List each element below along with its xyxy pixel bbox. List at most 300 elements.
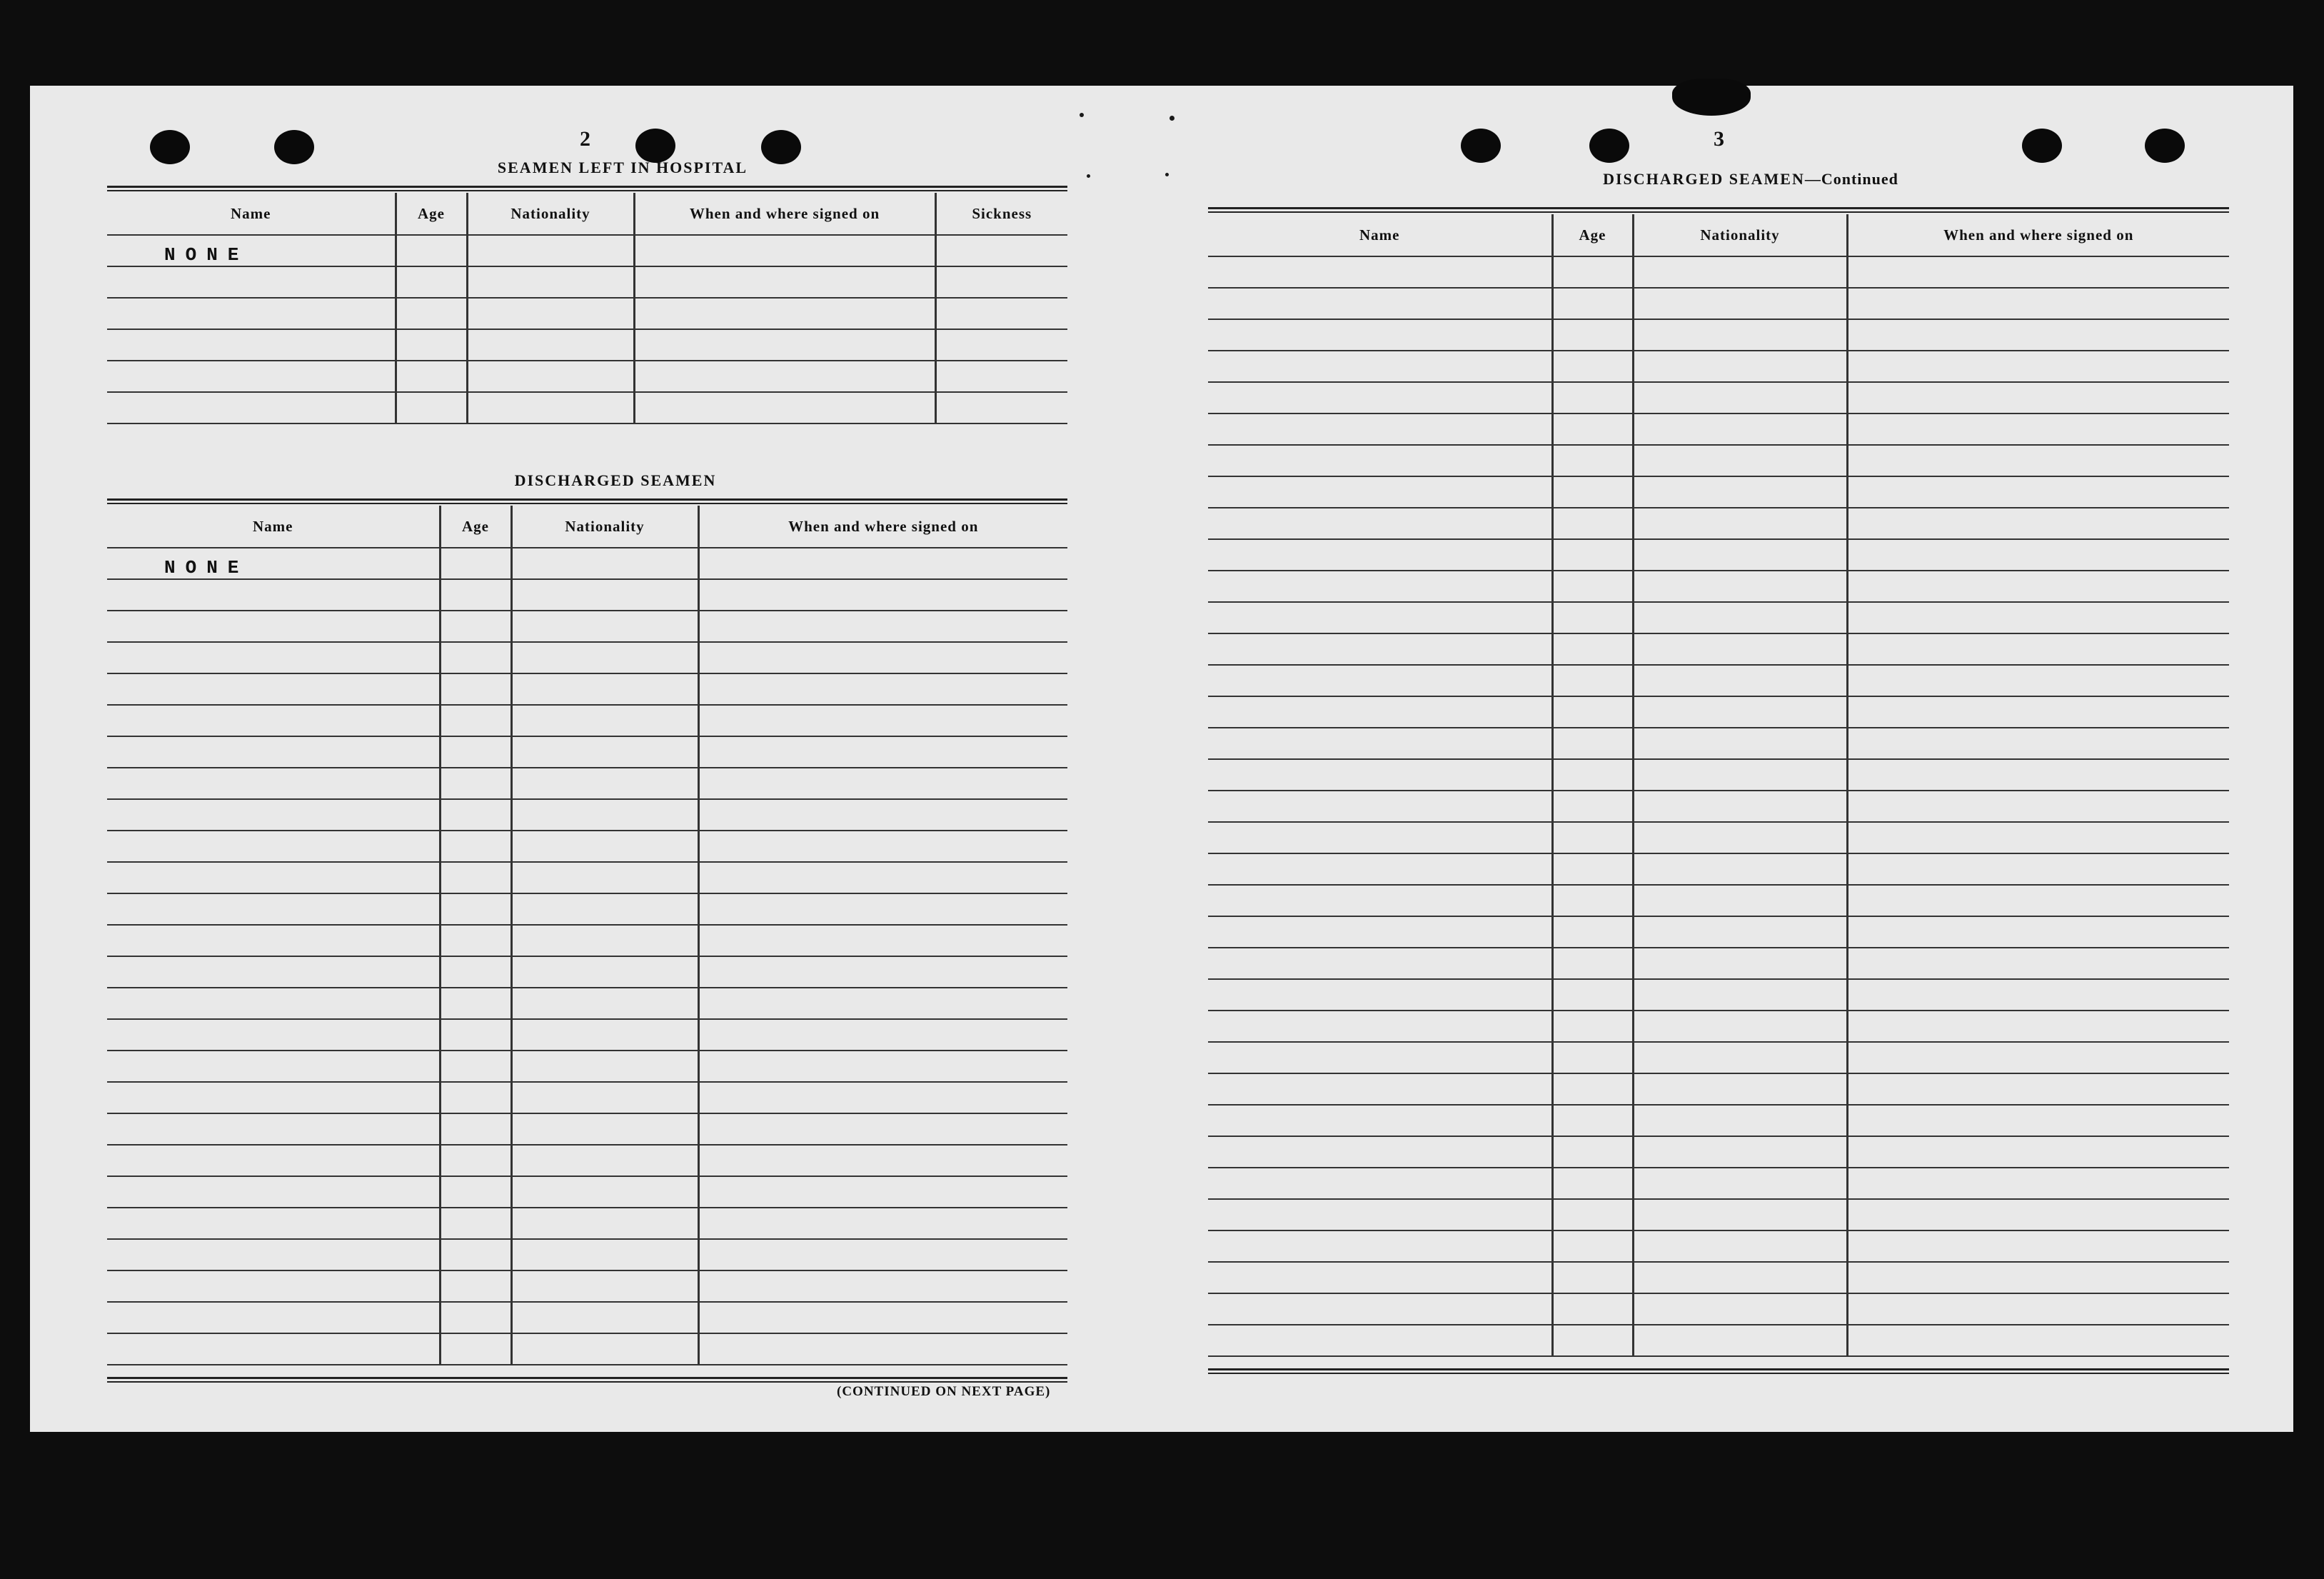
age-cell (396, 329, 467, 361)
name-cell (107, 862, 440, 893)
ink-speck (1087, 174, 1090, 178)
nationality-cell (511, 862, 698, 893)
age-cell (440, 1082, 511, 1113)
discharged-header-row (107, 506, 1067, 548)
ink-speck (1169, 116, 1174, 121)
table-row (107, 893, 1067, 925)
name-cell (107, 1333, 440, 1365)
nationality-cell (1633, 1325, 1847, 1356)
name-cell (107, 579, 440, 611)
signed-on-cell (1847, 696, 2229, 728)
name-cell (1208, 916, 1552, 948)
age-cell (1552, 1325, 1633, 1356)
hospital-section-rule (107, 186, 1067, 191)
table-row (1208, 476, 2229, 508)
name-cell (1208, 288, 1552, 319)
hospital-header-row (107, 193, 1067, 235)
table-row (1208, 916, 2229, 948)
nationality-cell (1633, 1136, 1847, 1168)
table-row (107, 1239, 1067, 1270)
nationality-cell (511, 548, 698, 579)
table-row (107, 673, 1067, 705)
age-cell (1552, 633, 1633, 665)
nationality-cell (1633, 1011, 1847, 1042)
signed-on-cell (1847, 979, 2229, 1011)
table-row (107, 1208, 1067, 1239)
table-row (107, 611, 1067, 642)
nationality-cell (1633, 1105, 1847, 1136)
nationality-cell (511, 642, 698, 673)
table-row (107, 361, 1067, 392)
ink-speck (1165, 173, 1169, 176)
hospital-section-title: SEAMEN LEFT IN HOSPITAL (497, 159, 748, 176)
signed-on-cell (1847, 1011, 2229, 1042)
discharged-section-title: DISCHARGED SEAMEN (514, 471, 717, 489)
hospital-table (107, 193, 1067, 424)
nationality-cell (467, 266, 634, 298)
age-cell (1552, 1011, 1633, 1042)
table-row (1208, 319, 2229, 351)
nationality-cell (511, 1113, 698, 1145)
nationality-cell (1633, 413, 1847, 445)
name-cell (1208, 822, 1552, 853)
nationality-cell (1633, 288, 1847, 319)
table-row (1208, 822, 2229, 853)
signed-on-cell (1847, 539, 2229, 571)
name-cell (1208, 1011, 1552, 1042)
table-row (1208, 1293, 2229, 1325)
age-cell (1552, 1199, 1633, 1230)
table-row (1208, 445, 2229, 476)
name-cell (107, 1019, 440, 1051)
age-cell (440, 831, 511, 862)
nationality-cell (1633, 445, 1847, 476)
column-header-nationality: Nationality (511, 506, 698, 548)
table-row (107, 1302, 1067, 1333)
name-cell (1208, 413, 1552, 445)
nationality-cell (467, 298, 634, 329)
signed-on-cell (698, 862, 1067, 893)
name-cell (1208, 256, 1552, 288)
nationality-cell (511, 673, 698, 705)
table-row (107, 736, 1067, 768)
age-cell (1552, 508, 1633, 539)
age-cell (1552, 822, 1633, 853)
signed-on-cell (1847, 1168, 2229, 1199)
nationality-cell (1633, 319, 1847, 351)
age-cell (396, 266, 467, 298)
signed-on-cell (698, 1082, 1067, 1113)
name-cell (107, 956, 440, 988)
name-cell (107, 673, 440, 705)
name-cell (107, 736, 440, 768)
name-cell (107, 1145, 440, 1176)
nationality-cell (467, 329, 634, 361)
name-cell (107, 988, 440, 1019)
signed-on-cell (634, 361, 935, 392)
signed-on-cell (698, 736, 1067, 768)
table-row (1208, 1262, 2229, 1293)
name-cell (107, 1270, 440, 1302)
signed-on-cell (698, 579, 1067, 611)
age-cell (1552, 445, 1633, 476)
table-row (107, 1145, 1067, 1176)
name-cell (1208, 1230, 1552, 1262)
column-header-name: Name (107, 506, 440, 548)
signed-on-cell (1847, 1325, 2229, 1356)
table-row (107, 799, 1067, 831)
name-cell (1208, 476, 1552, 508)
punch-hole (274, 130, 314, 164)
nationality-cell (511, 988, 698, 1019)
sickness-cell (935, 266, 1067, 298)
age-cell (1552, 1105, 1633, 1136)
table-row (107, 548, 1067, 579)
nationality-cell (511, 579, 698, 611)
signed-on-cell (1847, 413, 2229, 445)
signed-on-cell (698, 1176, 1067, 1208)
nationality-cell (511, 893, 698, 925)
nationality-cell (511, 831, 698, 862)
table-row (107, 925, 1067, 956)
sickness-cell (935, 361, 1067, 392)
table-row (1208, 1073, 2229, 1105)
nationality-cell (1633, 382, 1847, 413)
name-cell (107, 1239, 440, 1270)
age-cell (440, 642, 511, 673)
signed-on-cell (1847, 1105, 2229, 1136)
table-row (107, 642, 1067, 673)
age-cell (440, 1113, 511, 1145)
name-cell (1208, 1293, 1552, 1325)
age-cell (1552, 1042, 1633, 1073)
name-cell (107, 705, 440, 736)
nationality-cell (1633, 791, 1847, 822)
name-cell (1208, 696, 1552, 728)
name-cell (1208, 1105, 1552, 1136)
nationality-cell (511, 705, 698, 736)
signed-on-cell (698, 548, 1067, 579)
name-cell (107, 361, 396, 392)
age-cell (1552, 916, 1633, 948)
age-cell (440, 673, 511, 705)
table-row (107, 329, 1067, 361)
signed-on-cell (1847, 1262, 2229, 1293)
age-cell (1552, 1230, 1633, 1262)
discharged-table-left (107, 506, 1067, 1365)
name-cell (107, 1113, 440, 1145)
table-row (1208, 853, 2229, 885)
section-title-suffix: —Continued (1804, 170, 1898, 188)
age-cell (440, 1208, 511, 1239)
column-header-sickness: Sickness (935, 193, 1067, 235)
punch-hole (2022, 129, 2062, 163)
signed-on-cell (698, 642, 1067, 673)
age-cell (1552, 351, 1633, 382)
age-cell (1552, 979, 1633, 1011)
signed-on-cell (1847, 256, 2229, 288)
name-cell (1208, 759, 1552, 791)
table-row (107, 1019, 1067, 1051)
signed-on-cell (634, 298, 935, 329)
age-cell (440, 736, 511, 768)
table-row (1208, 633, 2229, 665)
age-cell (1552, 759, 1633, 791)
name-cell (107, 799, 440, 831)
table-row (1208, 382, 2229, 413)
table-row (1208, 1325, 2229, 1356)
form-sheet (30, 86, 2293, 1432)
section-title-text: DISCHARGED SEAMEN (1603, 170, 1805, 188)
name-cell (107, 1208, 440, 1239)
signed-on-cell (1847, 791, 2229, 822)
signed-on-cell (1847, 948, 2229, 979)
name-cell (1208, 319, 1552, 351)
table-row (1208, 696, 2229, 728)
signed-on-cell (698, 673, 1067, 705)
signed-on-cell (698, 893, 1067, 925)
name-cell (1208, 1325, 1552, 1356)
column-header-nationality: Nationality (467, 193, 634, 235)
signed-on-cell (698, 1019, 1067, 1051)
name-cell (1208, 979, 1552, 1011)
name-cell: NONE (107, 235, 396, 266)
age-cell (1552, 539, 1633, 571)
name-cell (1208, 539, 1552, 571)
nationality-cell (1633, 633, 1847, 665)
signed-on-cell (1847, 445, 2229, 476)
nationality-cell (511, 1302, 698, 1333)
signed-on-cell (698, 1333, 1067, 1365)
nationality-cell (1633, 665, 1847, 696)
signed-on-cell (634, 266, 935, 298)
nationality-cell (1633, 1262, 1847, 1293)
age-cell (440, 956, 511, 988)
name-cell (1208, 728, 1552, 759)
table-row (1208, 1230, 2229, 1262)
signed-on-cell (698, 799, 1067, 831)
name-cell (1208, 571, 1552, 602)
name-cell (107, 925, 440, 956)
nationality-cell (511, 611, 698, 642)
name-cell: NONE (107, 548, 440, 579)
signed-on-cell (698, 611, 1067, 642)
table-row (107, 1333, 1067, 1365)
nationality-cell (1633, 602, 1847, 633)
nationality-cell (511, 925, 698, 956)
age-cell (440, 925, 511, 956)
age-cell (396, 298, 467, 329)
column-header-signed-on: When and where signed on (698, 506, 1067, 548)
age-cell (1552, 728, 1633, 759)
nationality-cell (511, 956, 698, 988)
signed-on-cell (1847, 916, 2229, 948)
table-row (1208, 602, 2229, 633)
name-cell (107, 768, 440, 799)
age-cell (440, 1019, 511, 1051)
age-cell (1552, 1293, 1633, 1325)
nationality-cell (1633, 476, 1847, 508)
name-cell (107, 893, 440, 925)
age-cell (440, 579, 511, 611)
age-cell (440, 548, 511, 579)
nationality-cell (511, 1051, 698, 1082)
age-cell (440, 988, 511, 1019)
nationality-cell (1633, 885, 1847, 916)
sickness-cell (935, 329, 1067, 361)
table-row (1208, 571, 2229, 602)
table-row (1208, 256, 2229, 288)
nationality-cell (467, 235, 634, 266)
age-cell (440, 1239, 511, 1270)
table-row (1208, 728, 2229, 759)
nationality-cell (1633, 1199, 1847, 1230)
age-cell (1552, 853, 1633, 885)
signed-on-cell (698, 831, 1067, 862)
nationality-cell (511, 768, 698, 799)
table-row (107, 988, 1067, 1019)
name-cell (1208, 1073, 1552, 1105)
signed-on-cell (634, 235, 935, 266)
name-cell (1208, 382, 1552, 413)
table-row (1208, 1168, 2229, 1199)
name-cell (1208, 445, 1552, 476)
signed-on-cell (1847, 1073, 2229, 1105)
nationality-cell (511, 799, 698, 831)
name-cell (1208, 508, 1552, 539)
age-cell (1552, 1168, 1633, 1199)
age-cell (1552, 1262, 1633, 1293)
age-cell (1552, 885, 1633, 916)
signed-on-cell (698, 1302, 1067, 1333)
table-row (107, 392, 1067, 423)
table-row (1208, 979, 2229, 1011)
signed-on-cell (698, 705, 1067, 736)
signed-on-cell (634, 392, 935, 423)
age-cell (1552, 948, 1633, 979)
nationality-cell (1633, 853, 1847, 885)
table-row (107, 768, 1067, 799)
column-header-signed-on: When and where signed on (634, 193, 935, 235)
signed-on-cell (1847, 633, 2229, 665)
nationality-cell (1633, 1073, 1847, 1105)
table-row (1208, 351, 2229, 382)
column-header-name: Name (107, 193, 396, 235)
signed-on-cell (698, 768, 1067, 799)
table-row (1208, 1011, 2229, 1042)
signed-on-cell (698, 1239, 1067, 1270)
continued-note: (CONTINUED ON NEXT PAGE) (837, 1384, 1051, 1399)
name-cell (1208, 665, 1552, 696)
table-row (107, 579, 1067, 611)
nationality-cell (1633, 916, 1847, 948)
nationality-cell (1633, 571, 1847, 602)
table-row (107, 956, 1067, 988)
column-header-name: Name (1208, 214, 1552, 256)
table-row (107, 831, 1067, 862)
age-cell (440, 611, 511, 642)
signed-on-cell (1847, 508, 2229, 539)
age-cell (1552, 696, 1633, 728)
discharged-table-right (1208, 214, 2229, 1357)
name-cell (1208, 602, 1552, 633)
discharged-section-rule (107, 498, 1067, 504)
nationality-cell (511, 736, 698, 768)
nationality-cell (1633, 1168, 1847, 1199)
signed-on-cell (1847, 288, 2229, 319)
name-cell (107, 1302, 440, 1333)
signed-on-cell (1847, 382, 2229, 413)
nationality-cell (1633, 696, 1847, 728)
nationality-cell (1633, 948, 1847, 979)
name-cell (107, 392, 396, 423)
signed-on-cell (698, 988, 1067, 1019)
nationality-cell (511, 1082, 698, 1113)
name-cell (107, 1176, 440, 1208)
nationality-cell (1633, 1293, 1847, 1325)
bottom-rule-right (1208, 1368, 2229, 1374)
name-cell (1208, 633, 1552, 665)
table-row (107, 298, 1067, 329)
punch-hole (150, 130, 190, 164)
table-row (107, 1176, 1067, 1208)
signed-on-cell (698, 925, 1067, 956)
column-header-nationality: Nationality (1633, 214, 1847, 256)
signed-on-cell (1847, 319, 2229, 351)
signed-on-cell (634, 329, 935, 361)
signed-on-cell (1847, 1230, 2229, 1262)
age-cell (440, 1176, 511, 1208)
age-cell (1552, 602, 1633, 633)
table-row (107, 862, 1067, 893)
column-header-age: Age (396, 193, 467, 235)
signed-on-cell (1847, 728, 2229, 759)
name-cell (107, 1082, 440, 1113)
nationality-cell (1633, 979, 1847, 1011)
age-cell (440, 1270, 511, 1302)
signed-on-cell (698, 1208, 1067, 1239)
age-cell (1552, 288, 1633, 319)
age-cell (440, 1302, 511, 1333)
signed-on-cell (698, 956, 1067, 988)
sickness-cell (935, 235, 1067, 266)
discharged-header-row (1208, 214, 2229, 256)
signed-on-cell (1847, 602, 2229, 633)
nationality-cell (467, 361, 634, 392)
right-section-rule (1208, 207, 2229, 213)
name-cell (1208, 351, 1552, 382)
age-cell (1552, 256, 1633, 288)
page-number-right: 3 (1714, 127, 1724, 151)
age-cell (396, 361, 467, 392)
nationality-cell (1633, 508, 1847, 539)
nationality-cell (1633, 728, 1847, 759)
signed-on-cell (1847, 571, 2229, 602)
age-cell (1552, 382, 1633, 413)
table-row (1208, 665, 2229, 696)
name-cell (107, 298, 396, 329)
signed-on-cell (698, 1113, 1067, 1145)
age-cell (440, 768, 511, 799)
table-row (107, 705, 1067, 736)
name-cell (1208, 1168, 1552, 1199)
table-row (1208, 791, 2229, 822)
bottom-rule-left (107, 1377, 1067, 1383)
table-row (1208, 1105, 2229, 1136)
name-cell (1208, 1042, 1552, 1073)
page-number-left: 2 (580, 127, 590, 151)
age-cell (1552, 665, 1633, 696)
